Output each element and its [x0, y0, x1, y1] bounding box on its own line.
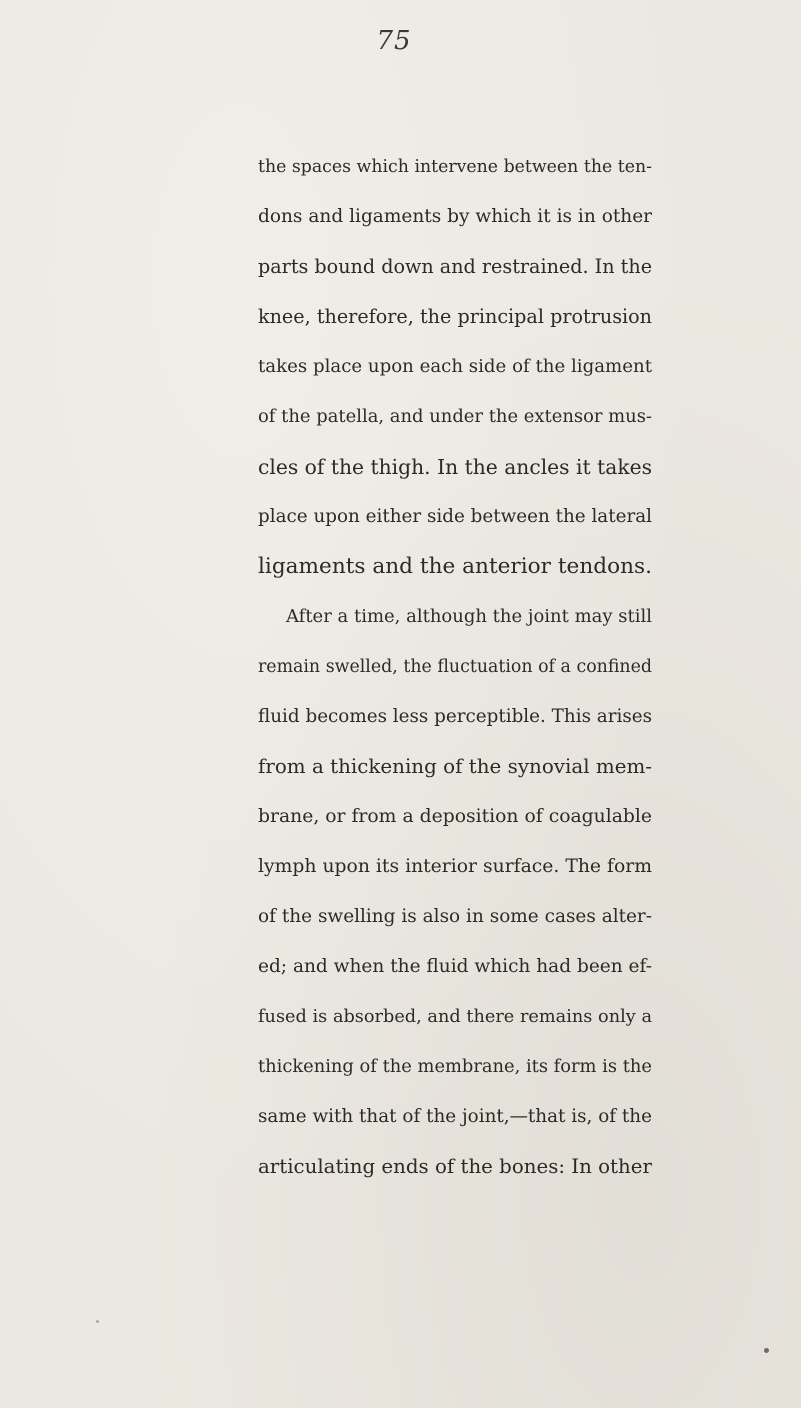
text-line: thickening of the membrane, its form is the: [258, 1056, 652, 1077]
text-line: the spaces which intervene between the ten-: [258, 157, 652, 177]
text-line: ligaments and the anterior tendons.: [258, 554, 652, 579]
text-line: fluid becomes less perceptible. This arises: [258, 706, 653, 727]
paper-speck: [764, 1348, 769, 1353]
text-line: articulating ends of the bones: In other: [258, 1155, 652, 1178]
text-line: parts bound down and restrained. In the: [258, 255, 653, 278]
text-line: of the patella, and under the extensor mus-: [258, 406, 652, 427]
paper-speck: [96, 1320, 99, 1323]
text-line: cles of the thigh. In the ancles it takes: [258, 455, 653, 479]
text-line: lymph upon its interior surface. The form: [258, 856, 653, 877]
text-line: remain swelled, the fluctuation of a confined: [258, 657, 652, 677]
page-number: 75: [376, 26, 412, 56]
text-line: of the swelling is also in some cases alter-: [258, 906, 652, 927]
text-line: takes place upon each side of the ligament: [258, 356, 653, 377]
text-line: from a thickening of the synovial mem-: [258, 755, 653, 778]
text-line: same with that of the joint,—that is, of the: [258, 1106, 652, 1127]
text-line: fused is absorbed, and there remains only a: [258, 1007, 652, 1027]
text-line: brane, or from a deposition of coagulable: [258, 806, 653, 827]
text-line: place upon either side between the lateral: [258, 506, 652, 527]
text-line: After a time, although the joint may still: [286, 606, 652, 627]
text-line: knee, therefore, the principal protrusion: [258, 305, 652, 328]
text-line: dons and ligaments by which it is in other: [258, 206, 653, 227]
text-line: ed; and when the fluid which had been ef-: [258, 956, 652, 977]
